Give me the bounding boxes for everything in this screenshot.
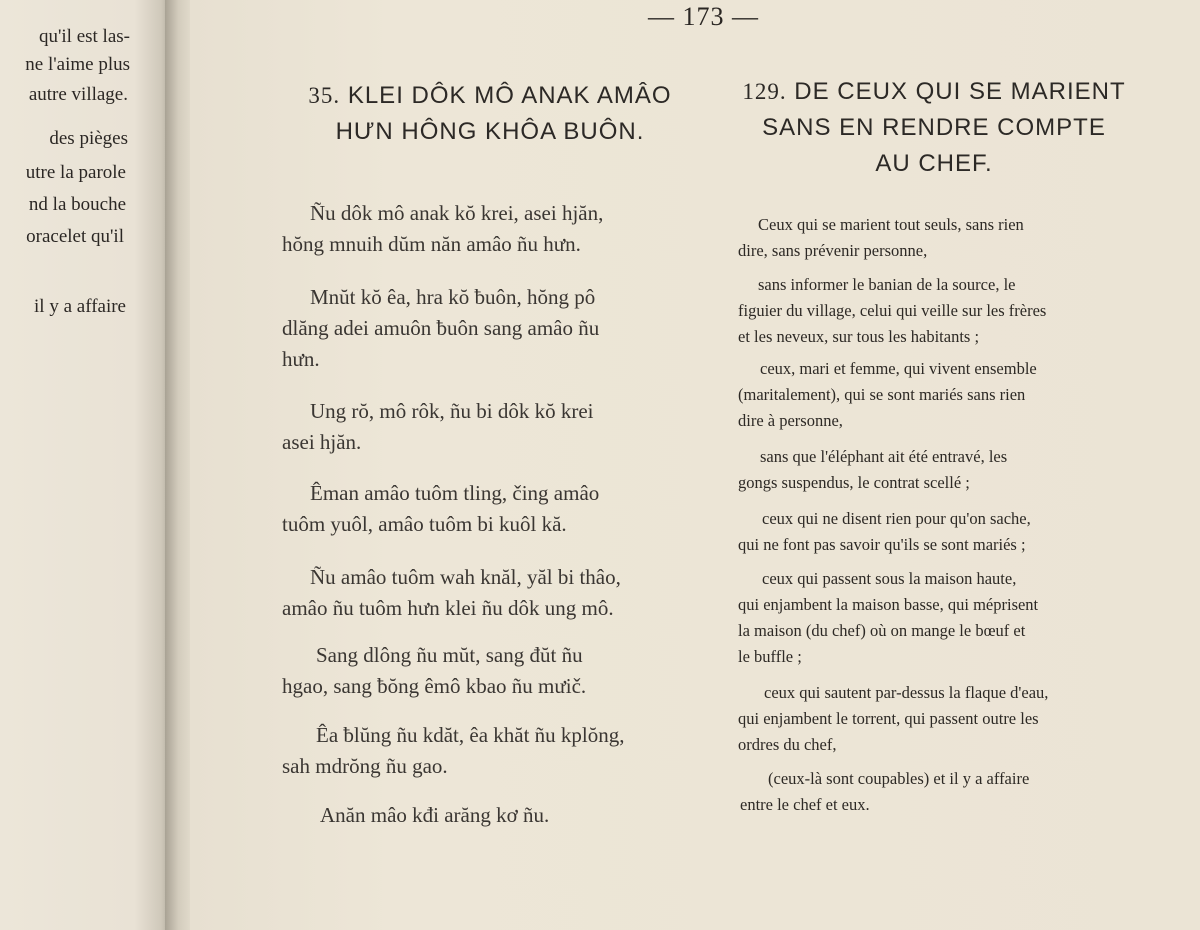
text-line: dire à personne, [738,411,843,430]
text-line: ceux qui passent sous la maison haute, [762,569,1017,588]
left-page [0,0,168,930]
paragraph [282,282,599,375]
text-line: ceux, mari et femme, qui vivent ensemble [760,359,1037,378]
text-line: hgao, sang ƀŏng êmô kbao ñu mưič. [282,674,587,698]
text-line: sah mdrŏng ñu gao. [282,754,448,778]
text-line: hŏng mnuih dŭm năn amâo ñu hưn. [282,232,581,256]
left-page-line: il y a affaire [34,296,126,317]
heading-line: KLEI DÔK MÔ ANAK AMÂO [347,82,672,109]
left-page-line: oracelet qu'il [26,226,124,247]
paragraph [738,506,1031,558]
page-number: — 173 — [648,2,759,31]
left-page-line: autre village. [28,84,128,105]
left-page-line: utre la parole [25,162,126,183]
text-line: Anăn mâo kđi arăng kơ ñu. [320,803,550,827]
paragraph [738,272,1046,350]
left-page-line: nd la bouche [28,194,126,215]
text-line: Ceux qui se marient tout seuls, sans rien [758,215,1024,234]
text-line: ordres du chef, [738,735,837,754]
heading-line: DE CEUX QUI SE MARIENT [794,78,1126,105]
section-number: 35. [308,83,341,108]
paragraph [738,566,1038,670]
text-line: et les neveux, sur tous les habitants ; [738,327,980,346]
left-page-line: qu'il est las- [38,26,130,47]
section-heading-french [732,74,1136,182]
text-line: entre le chef et eux. [740,795,870,814]
text-line: amâo ñu tuôm hưn klei ñu dôk ung mô. [282,596,614,620]
text-line: hưn. [282,347,320,371]
text-line: Ñu amâo tuôm wah knăl, yăl bi thâo, [310,565,621,589]
left-page-line: ne l'aime plus [25,54,130,75]
text-line: (ceux-là sont coupables) et il y a affaire [768,769,1030,788]
paragraph [738,444,1007,496]
text-line: asei hjăn. [282,430,362,454]
section-number: 129. [742,79,787,104]
text-line: dlăng adei amuôn ƀuôn sang amâo ñu [282,316,600,340]
paragraph [282,640,586,702]
text-line: tuôm yuôl, amâo tuôm bi kuôl kă. [282,512,567,536]
text-line: Êa ƀlŭng ñu kdăt, êa khăt ñu kplŏng, [316,723,625,747]
heading-line: AU CHEF. [875,150,993,177]
text-line: ceux qui sautent par-dessus la flaque d'eau, [764,683,1049,702]
text-line: Mnŭt kŏ êa, hra kŏ ƀuôn, hŏng pô [310,285,596,309]
text-line: gongs suspendus, le contrat scellé ; [738,473,970,492]
paragraph [740,766,1029,818]
text-line: Ung rŏ, mô rôk, ñu bi dôk kŏ krei [310,399,594,423]
paragraph [738,212,1024,264]
text-line: qui enjambent le torrent, qui passent outre les [738,709,1039,728]
text-line: figuier du village, celui qui veille sur les frères [738,301,1047,320]
text-line: qui ne font pas savoir qu'ils se sont mariés ; [738,535,1026,554]
paragraph [282,396,593,458]
paragraph [282,562,621,624]
text-line: ceux qui ne disent rien pour qu'on sache, [762,509,1031,528]
text-line: Êman amâo tuôm tling, čing amâo [310,481,600,505]
heading-line: HƯN HÔNG KHÔA BUÔN. [335,118,645,145]
text-line: (maritalement), qui se sont mariés sans rien [738,385,1026,404]
paragraph [738,680,1048,758]
left-page-line: des pièges [49,128,128,149]
paragraph [738,356,1037,434]
text-line: Ñu dôk mô anak kŏ krei, asei hjăn, [310,201,604,225]
text-line: le buffle ; [738,647,802,666]
section-heading-rhade [272,78,708,150]
text-line: sans que l'éléphant ait été entravé, les [760,447,1008,466]
text-line: la maison (du chef) où on mange le bœuf et [738,621,1026,640]
paragraph [282,198,603,260]
text-line: Sang dlông ñu mŭt, sang đŭt ñu [316,643,583,667]
text-line: qui enjambent la maison basse, qui méprisent [738,595,1039,614]
paragraph [282,720,625,782]
paragraph [282,800,549,831]
paragraph [282,478,599,540]
heading-line: SANS EN RENDRE COMPTE [762,114,1106,141]
text-line: sans informer le banian de la source, le [758,275,1016,294]
text-line: dire, sans prévenir personne, [738,241,928,260]
